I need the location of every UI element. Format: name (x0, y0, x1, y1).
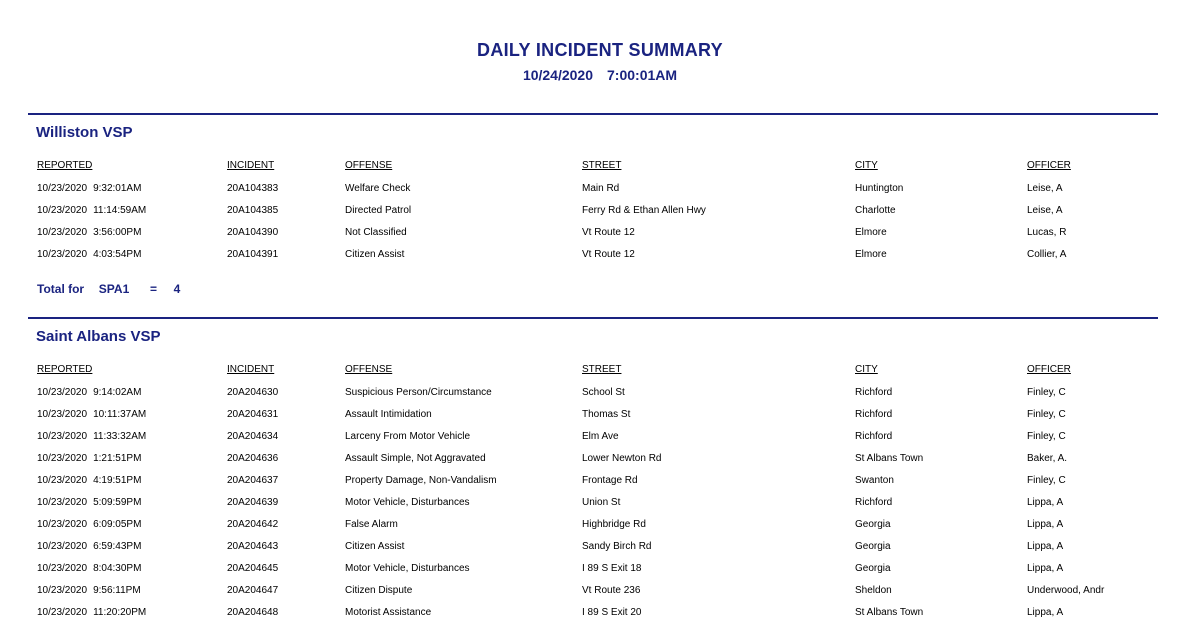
cell-offense: Suspicious Person/Circumstance (345, 387, 492, 398)
cell-reported-time: 11:14:59AM (93, 205, 147, 216)
cell-officer: Leise, A (1027, 205, 1063, 216)
cell-incident: 20A104383 (227, 183, 279, 194)
cell-officer: Finley, C (1027, 409, 1066, 420)
table-row (0, 227, 1200, 243)
cell-reported-date: 10/23/2020 (37, 227, 88, 238)
col-header-reported: REPORTED (37, 160, 93, 171)
col-header-offense: OFFENSE (345, 160, 393, 171)
cell-reported-time: 8:04:30PM (93, 563, 142, 574)
col-header-officer: OFFICER (1027, 160, 1071, 171)
cell-reported-time: 4:03:54PM (93, 249, 142, 260)
cell-incident: 20A104385 (227, 205, 279, 216)
table-row (0, 519, 1200, 535)
col-header-city: CITY (855, 364, 878, 375)
cell-offense: Motor Vehicle, Disturbances (345, 563, 470, 574)
cell-reported (37, 585, 141, 596)
cell-officer: Lucas, R (1027, 227, 1067, 238)
cell-reported (37, 249, 141, 260)
table-row (0, 607, 1200, 623)
cell-street: Main Rd (582, 183, 620, 194)
cell-officer: Finley, C (1027, 431, 1066, 442)
cell-reported-time: 5:09:59PM (93, 497, 142, 508)
cell-reported (37, 607, 146, 618)
cell-reported (37, 453, 141, 464)
cell-city: Georgia (855, 563, 891, 574)
cell-reported-date: 10/23/2020 (37, 563, 88, 574)
cell-street: Vt Route 12 (582, 249, 635, 260)
cell-city: St Albans Town (855, 453, 924, 464)
cell-street: Thomas St (582, 409, 631, 420)
cell-reported-date: 10/23/2020 (37, 409, 88, 420)
cell-reported (37, 563, 141, 574)
cell-city: Richford (855, 387, 893, 398)
cell-officer: Leise, A (1027, 183, 1063, 194)
report-datetime (0, 67, 1200, 83)
report-title: DAILY INCIDENT SUMMARY (477, 40, 723, 60)
section-title-williston: Williston VSP (36, 124, 133, 141)
cell-street: Sandy Birch Rd (582, 541, 652, 552)
cell-reported-date: 10/23/2020 (37, 475, 88, 486)
total-equals: = (149, 282, 157, 296)
cell-officer: Collier, A (1027, 249, 1067, 260)
cell-officer: Lippa, A (1027, 607, 1064, 618)
cell-reported (37, 497, 141, 508)
cell-reported-time: 11:20:20PM (93, 607, 147, 618)
cell-reported-time: 9:14:02AM (93, 387, 142, 398)
cell-officer: Lippa, A (1027, 497, 1064, 508)
table-row (0, 497, 1200, 513)
total-count: 4 (173, 282, 181, 296)
cell-incident: 20A204637 (227, 475, 279, 486)
cell-reported-date: 10/23/2020 (37, 585, 88, 596)
cell-reported (37, 519, 141, 530)
cell-officer: Lippa, A (1027, 519, 1064, 530)
cell-city: Georgia (855, 519, 891, 530)
cell-reported-date: 10/23/2020 (37, 497, 88, 508)
cell-reported-date: 10/23/2020 (37, 249, 88, 260)
cell-officer: Underwood, Andr (1027, 585, 1105, 596)
cell-incident: 20A204643 (227, 541, 279, 552)
cell-incident: 20A104390 (227, 227, 279, 238)
cell-offense: Directed Patrol (345, 205, 412, 216)
cell-officer: Lippa, A (1027, 541, 1064, 552)
cell-reported-date: 10/23/2020 (37, 387, 88, 398)
cell-reported-time: 3:56:00PM (93, 227, 142, 238)
col-header-city: CITY (855, 160, 878, 171)
cell-city: Georgia (855, 541, 891, 552)
cell-incident: 20A204648 (227, 607, 279, 618)
cell-reported-date: 10/23/2020 (37, 453, 88, 464)
cell-reported-date: 10/23/2020 (37, 607, 88, 618)
cell-street: Union St (582, 497, 621, 508)
cell-reported-date: 10/23/2020 (37, 431, 88, 442)
report-time: 7:00:01AM (607, 67, 678, 83)
total-label: Total for (37, 282, 85, 296)
cell-city: Elmore (855, 249, 887, 260)
cell-incident: 20A204634 (227, 431, 279, 442)
cell-street: School St (582, 387, 625, 398)
col-header-offense: OFFENSE (345, 364, 393, 375)
cell-offense: Property Damage, Non-Vandalism (345, 475, 497, 486)
cell-street: Highbridge Rd (582, 519, 646, 530)
cell-offense: Motorist Assistance (345, 607, 432, 618)
cell-reported-time: 11:33:32AM (93, 431, 147, 442)
section-total (37, 282, 180, 296)
cell-incident: 20A204647 (227, 585, 279, 596)
cell-incident: 20A204631 (227, 409, 279, 420)
cell-officer: Finley, C (1027, 475, 1066, 486)
cell-reported (37, 183, 141, 194)
cell-offense: Motor Vehicle, Disturbances (345, 497, 470, 508)
cell-city: Richford (855, 497, 893, 508)
cell-reported-date: 10/23/2020 (37, 183, 88, 194)
cell-offense: False Alarm (345, 519, 398, 530)
cell-street: Vt Route 236 (582, 585, 641, 596)
column-header-row (0, 364, 1200, 380)
section-divider (28, 113, 1158, 115)
cell-offense: Not Classified (345, 227, 407, 238)
cell-offense: Citizen Dispute (345, 585, 413, 596)
cell-reported (37, 541, 141, 552)
cell-reported-date: 10/23/2020 (37, 205, 88, 216)
cell-officer: Baker, A. (1027, 453, 1068, 464)
cell-offense: Larceny From Motor Vehicle (345, 431, 471, 442)
table-row (0, 387, 1200, 403)
cell-incident: 20A204639 (227, 497, 279, 508)
cell-city: Huntington (855, 183, 904, 194)
cell-offense: Assault Intimidation (345, 409, 432, 420)
cell-incident: 20A204630 (227, 387, 279, 398)
cell-incident: 20A204645 (227, 563, 279, 574)
cell-reported-time: 4:19:51PM (93, 475, 142, 486)
col-header-incident: INCIDENT (227, 364, 275, 375)
table-row (0, 183, 1200, 199)
cell-street: Vt Route 12 (582, 227, 635, 238)
cell-street: Frontage Rd (582, 475, 638, 486)
col-header-street: STREET (582, 364, 622, 375)
col-header-incident: INCIDENT (227, 160, 275, 171)
cell-offense: Assault Simple, Not Aggravated (345, 453, 486, 464)
cell-street: Elm Ave (582, 431, 619, 442)
cell-city: Richford (855, 409, 893, 420)
cell-incident: 20A104391 (227, 249, 279, 260)
cell-reported-time: 6:09:05PM (93, 519, 142, 530)
cell-reported (37, 387, 141, 398)
col-header-officer: OFFICER (1027, 364, 1071, 375)
cell-reported-time: 9:56:11PM (93, 585, 141, 596)
table-row (0, 249, 1200, 265)
cell-incident: 20A204642 (227, 519, 279, 530)
cell-reported (37, 205, 146, 216)
col-header-street: STREET (582, 160, 622, 171)
cell-city: Sheldon (855, 585, 892, 596)
cell-reported-date: 10/23/2020 (37, 519, 88, 530)
table-row (0, 475, 1200, 491)
cell-street: Lower Newton Rd (582, 453, 662, 464)
cell-street: Ferry Rd & Ethan Allen Hwy (582, 205, 706, 216)
cell-city: St Albans Town (855, 607, 924, 618)
cell-reported (37, 475, 141, 486)
cell-reported (37, 227, 141, 238)
cell-reported-time: 6:59:43PM (93, 541, 142, 552)
cell-officer: Lippa, A (1027, 563, 1064, 574)
table-row (0, 541, 1200, 557)
cell-offense: Citizen Assist (345, 249, 405, 260)
cell-reported-time: 1:21:51PM (93, 453, 142, 464)
cell-offense: Citizen Assist (345, 541, 405, 552)
section-divider (28, 317, 1158, 319)
cell-street: I 89 S Exit 20 (582, 607, 642, 618)
cell-officer: Finley, C (1027, 387, 1066, 398)
table-row (0, 453, 1200, 469)
table-row (0, 205, 1200, 221)
cell-city: Swanton (855, 475, 894, 486)
table-row (0, 585, 1200, 601)
cell-street: I 89 S Exit 18 (582, 563, 642, 574)
total-code: SPA1 (98, 282, 130, 296)
cell-city: Charlotte (855, 205, 896, 216)
cell-reported-date: 10/23/2020 (37, 541, 88, 552)
cell-reported-time: 9:32:01AM (93, 183, 142, 194)
column-header-row (0, 160, 1200, 176)
table-row (0, 409, 1200, 425)
cell-reported (37, 409, 146, 420)
cell-reported (37, 431, 146, 442)
table-row (0, 431, 1200, 447)
cell-incident: 20A204636 (227, 453, 279, 464)
section-title-saint-albans: Saint Albans VSP (36, 328, 161, 345)
cell-city: Elmore (855, 227, 887, 238)
report-date: 10/24/2020 (522, 67, 594, 83)
col-header-reported: REPORTED (37, 364, 93, 375)
cell-reported-time: 10:11:37AM (93, 409, 147, 420)
report-header (0, 40, 1200, 83)
cell-city: Richford (855, 431, 893, 442)
table-row (0, 563, 1200, 579)
cell-offense: Welfare Check (345, 183, 411, 194)
